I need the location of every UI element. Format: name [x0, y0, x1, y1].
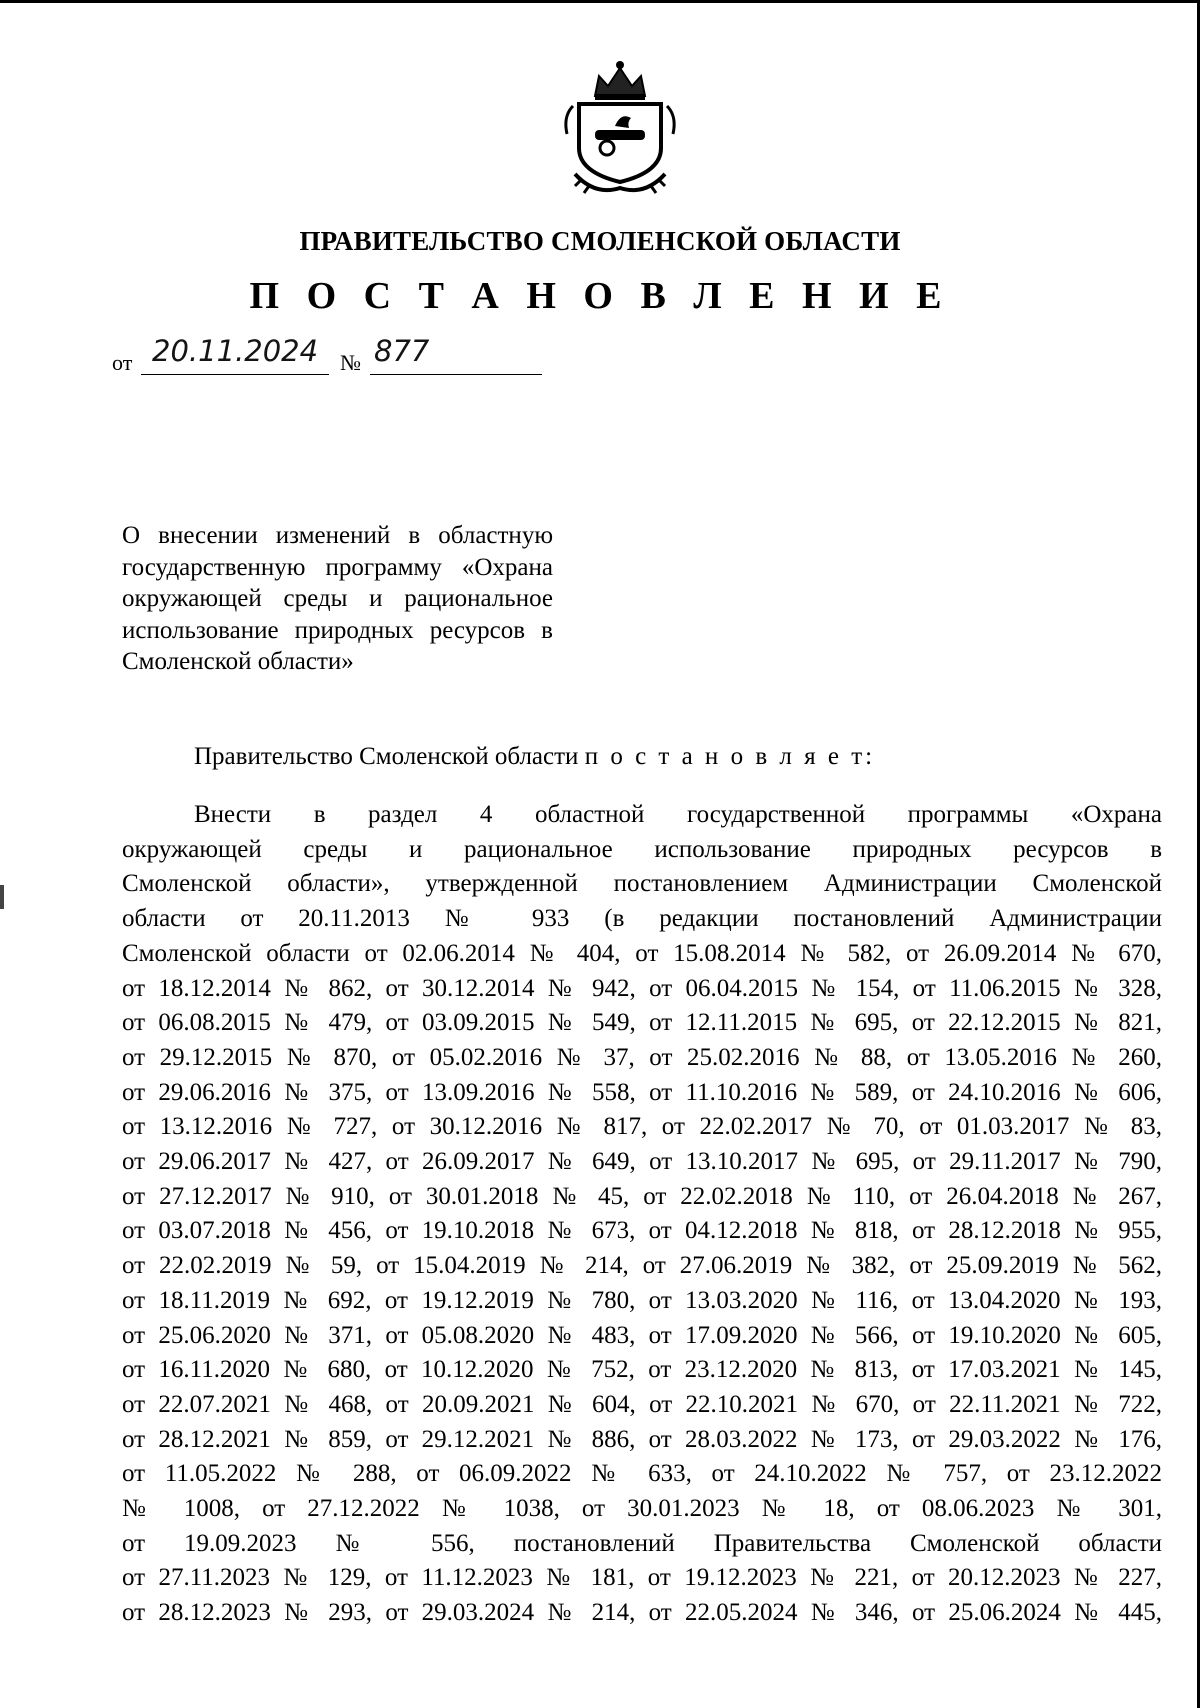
body-line: от 29.12.2015 № 870, от 05.02.2016 № 37, от 25.02.2016 № 88, от 13.05.2016 № 260,: [122, 1043, 1162, 1071]
body-line: от 06.08.2015 № 479, от 03.09.2015 № 549, от 12.11.2015 № 695, от 22.12.2015 № 821,: [122, 1009, 1162, 1037]
government-title: ПРАВИТЕЛЬСТВО СМОЛЕНСКОЙ ОБЛАСТИ: [299, 226, 901, 256]
body-line: от 18.11.2019 № 692, от 19.12.2019 № 780, от 13.03.2020 № 116, от 13.04.2020 № 193,: [122, 1286, 1162, 1314]
body-line: от 28.12.2021 № 859, от 29.12.2021 № 886, от 28.03.2022 № 173, от 29.03.2022 № 176,: [122, 1425, 1162, 1453]
date-underline: [141, 374, 329, 375]
body-line: от 22.07.2021 № 468, от 20.09.2021 № 604, от 22.10.2021 № 670, от 22.11.2021 № 722,: [122, 1390, 1162, 1418]
body-line: от 27.12.2017 № 910, от 30.01.2018 № 45, от 22.02.2018 № 110, от 26.04.2018 № 267,: [122, 1182, 1162, 1210]
handwritten-date: 20.11.2024: [152, 334, 319, 368]
scan-border-top: [0, 0, 1200, 3]
body-line: от 11.05.2022 № 288, от 06.09.2022 № 633, от 24.10.2022 № 757, от 23.12.2022: [122, 1460, 1162, 1488]
body-line: от 16.11.2020 № 680, от 10.12.2020 № 752, от 23.12.2020 № 813, от 17.03.2021 № 145,: [122, 1356, 1162, 1384]
scan-mark: [0, 885, 4, 909]
body-line: области от 20.11.2013 № 933 (в редакции постановлений Администрации: [122, 905, 1162, 933]
document-subject: О внесении изменений в областную государственную программу «Охрана окружающей среды и рациональное использование природных ресурсов в Смоленской области»: [122, 522, 553, 675]
resolves-lead: Правительство Смоленской области: [194, 743, 579, 770]
document-date-number: [112, 334, 552, 384]
body-line: от 27.11.2023 № 129, от 11.12.2023 № 181, от 19.12.2023 № 221, от 20.12.2023 № 227,: [122, 1564, 1162, 1592]
body-line: от 25.06.2020 № 371, от 05.08.2020 № 483, от 17.09.2020 № 566, от 19.10.2020 № 605,: [122, 1321, 1162, 1349]
resolves-clause: [194, 743, 875, 771]
document-type-title: П О С Т А Н О В Л Е Н И Е: [249, 275, 951, 317]
body-line: от 29.06.2016 № 375, от 13.09.2016 № 558, от 11.10.2016 № 589, от 24.10.2016 № 606,: [122, 1078, 1162, 1106]
number-sign: №: [340, 350, 361, 375]
body-line: № 1008, от 27.12.2022 № 1038, от 30.01.2023 № 18, от 08.06.2023 № 301,: [122, 1495, 1162, 1523]
handwritten-number: 877: [374, 334, 430, 368]
body-line: окружающей среды и рациональное использование природных ресурсов в: [122, 835, 1162, 863]
date-prefix: от: [112, 350, 133, 375]
body-line: от 19.09.2023 № 556, постановлений Правительства Смоленской области: [122, 1529, 1162, 1557]
number-underline: [370, 374, 542, 375]
body-line: от 18.12.2014 № 862, от 30.12.2014 № 942, от 06.04.2015 № 154, от 11.06.2015 № 328,: [122, 974, 1162, 1002]
body-line: Внести в раздел 4 областной государственной программы «Охрана: [194, 801, 1162, 828]
resolves-keyword: п о с т а н о в л я е т:: [584, 743, 876, 770]
body-line: Смоленской области», утвержденной постановлением Администрации Смоленской: [122, 870, 1162, 898]
body-line: Смоленской области от 02.06.2014 № 404, от 15.08.2014 № 582, от 26.09.2014 № 670,: [122, 939, 1162, 967]
coat-of-arms-icon: [555, 56, 685, 196]
body-line: от 28.12.2023 № 293, от 29.03.2024 № 214, от 22.05.2024 № 346, от 25.06.2024 № 445,: [122, 1599, 1162, 1627]
body-line: от 29.06.2017 № 427, от 26.09.2017 № 649, от 13.10.2017 № 695, от 29.11.2017 № 790,: [122, 1148, 1162, 1176]
body-line: от 22.02.2019 № 59, от 15.04.2019 № 214, от 27.06.2019 № 382, от 25.09.2019 № 562,: [122, 1252, 1162, 1280]
body-line: от 13.12.2016 № 727, от 30.12.2016 № 817, от 22.02.2017 № 70, от 01.03.2017 № 83,: [122, 1113, 1162, 1141]
body-line: от 03.07.2018 № 456, от 19.10.2018 № 673, от 04.12.2018 № 818, от 28.12.2018 № 955,: [122, 1217, 1162, 1245]
body-paragraph: [122, 798, 1162, 1631]
